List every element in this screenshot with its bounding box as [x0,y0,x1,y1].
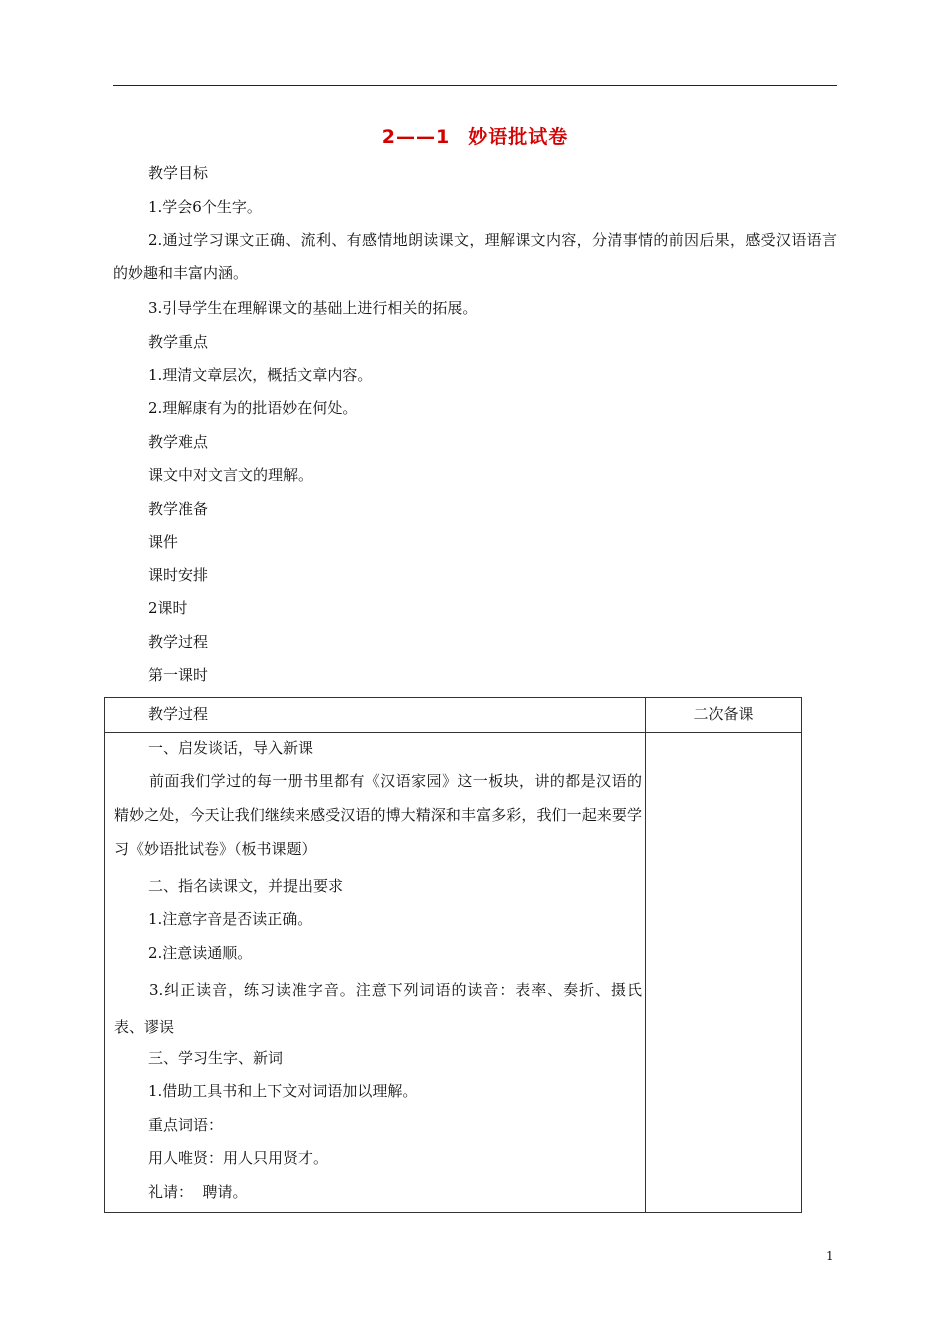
table-header-process: 教学过程 [105,698,646,733]
focus-heading: 教学重点 [148,333,209,351]
focus-item-1: 1.理清文章层次，概括文章内容。 [148,366,373,384]
period-heading: 第一课时 [148,666,209,684]
difficulty-item: 课文中对文言文的理解。 [148,466,314,484]
difficulty-heading: 教学难点 [148,433,209,451]
vocab-item-1: 1.借助工具书和上下文对词语加以理解。 [148,1082,418,1100]
schedule-heading: 课时安排 [148,566,209,584]
schedule-item: 2课时 [148,599,188,617]
reading-req-3: 3.纠正读音，练习读准字音。注意下列词语的读音：表率、奏折、摄氏表、谬误 [114,981,642,1036]
preparation-item: 课件 [148,533,179,551]
secondary-notes-cell [646,733,802,1213]
preparation-heading: 教学准备 [148,500,209,518]
section-1-paragraph: 前面我们学过的每一册书里都有《汉语家园》这一板块，讲的都是汉语的精妙之处，今天让我们继续来感受汉语的博大精深和丰富多彩，我们一起来要学习《妙语批试卷》（板书课题） [114,772,642,858]
lesson-name: 妙语批试卷 [468,126,569,148]
lesson-number: 2——1 [381,126,451,148]
header-rule [113,85,837,86]
vocab-item-2: 重点词语： [148,1116,224,1134]
goal-item-2: 2.通过学习课文正确、流利、有感情地朗读课文，理解课文内容，分清事情的前因后果，感受汉语语言的妙趣和丰富内涵。 [113,231,837,282]
goal-heading: 教学目标 [148,164,209,182]
process-content-cell [105,733,646,1213]
reading-req-2: 2.注意读通顺。 [148,944,253,962]
vocab-item-3: 用人唯贤：用人只用贤才。 [148,1149,329,1167]
vocab-item-4: 礼请： 聘请。 [148,1183,248,1201]
page-number: 1 [826,1249,834,1263]
focus-item-2: 2.理解康有为的批语妙在何处。 [148,399,358,417]
goal-item-1: 1.学会6个生字。 [148,198,262,216]
goal-item-3: 3.引导学生在理解课文的基础上进行相关的拓展。 [148,299,478,317]
reading-req-1: 1.注意字音是否读正确。 [148,910,313,928]
section-1-heading: 一、启发谈话，导入新课 [148,739,314,757]
section-2-heading: 二、指名读课文，并提出要求 [148,877,344,895]
section-3-heading: 三、学习生字、新词 [148,1049,284,1067]
process-heading: 教学过程 [148,633,209,651]
lesson-title [0,122,950,149]
table-header-notes: 二次备课 [646,698,802,733]
lesson-plan-table [104,697,802,1213]
